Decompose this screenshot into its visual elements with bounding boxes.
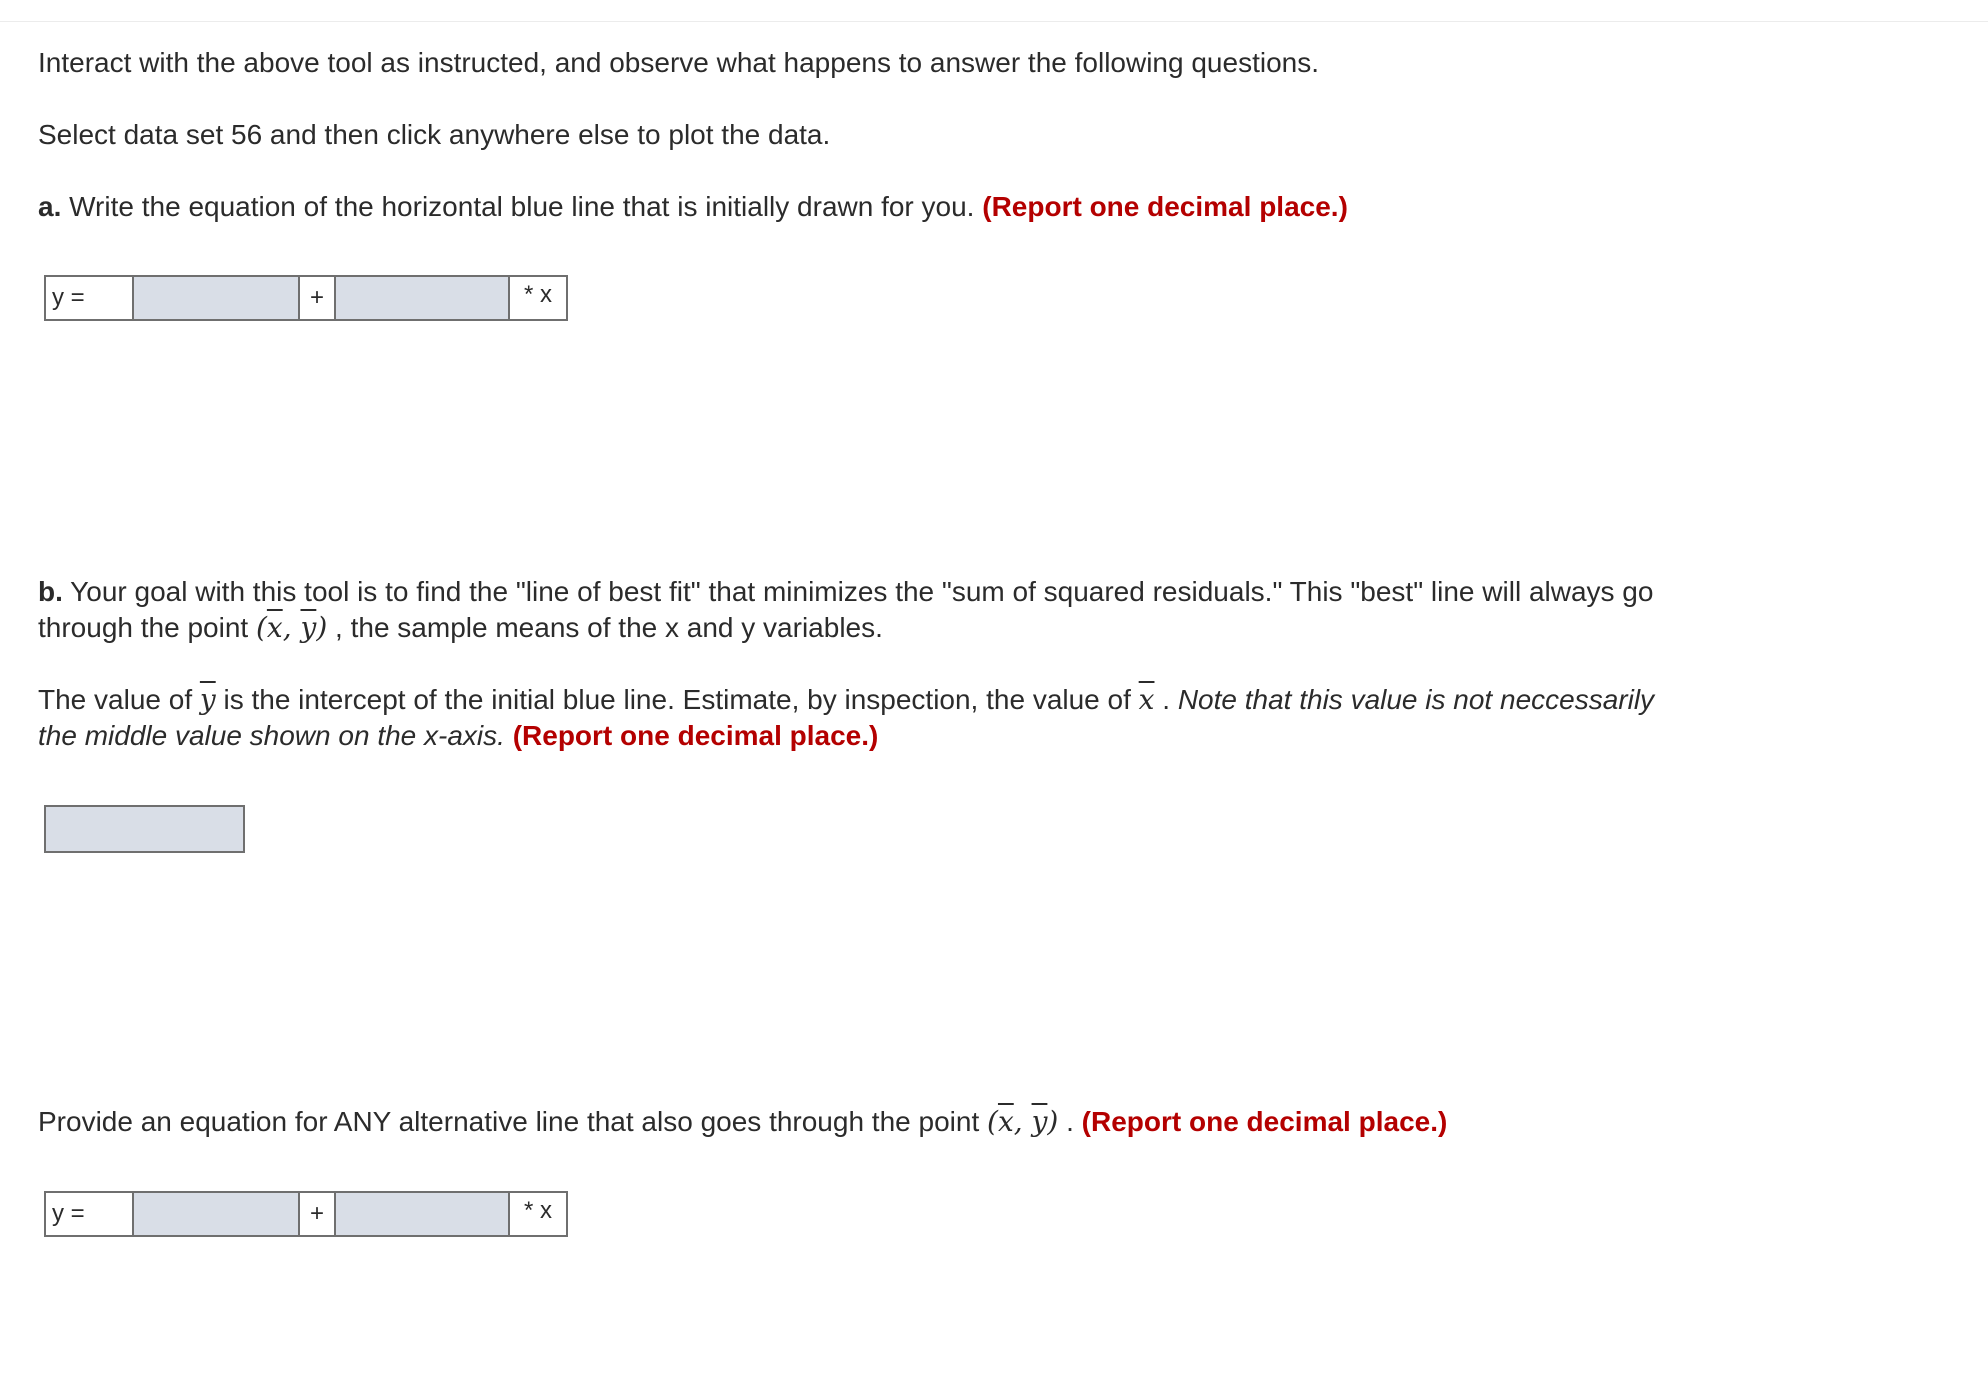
part-b-p2-line2 — [38, 718, 878, 754]
part-b-p2-mid: is the intercept of the initial blue line. Estimate, by inspection, the value of — [215, 684, 1139, 715]
equation-a-intercept-input[interactable] — [134, 277, 300, 319]
part-b-italic-note-2: the middle value shown on the x-axis. — [38, 720, 505, 751]
equation-a-slope-input[interactable] — [336, 277, 510, 319]
equation-a — [44, 275, 568, 321]
xbar-ybar-point: ($\overline{x}$, $\overline{y}$) — [255, 611, 328, 644]
equation-a-plus: + — [300, 277, 336, 319]
part-b-p2-pre: The value of — [38, 684, 200, 715]
equation-c-slope-input[interactable] — [336, 1193, 510, 1235]
part-a-text: Write the equation of the horizontal blue line that is initially drawn for you. — [61, 191, 983, 222]
part-b-line1 — [38, 574, 1653, 610]
xbar-symbol: $\overline{x}$ — [1138, 683, 1155, 716]
part-c-question — [38, 1104, 1447, 1140]
top-divider — [0, 21, 1988, 22]
equation-a-lhs: y = — [46, 277, 134, 319]
intro-text: Interact with the above tool as instructed, and observe what happens to answer the following questions. — [38, 47, 1319, 78]
part-b-line2-post: , the sample means of the x and y variables. — [327, 612, 883, 643]
equation-c-times-x: * x — [523, 1197, 552, 1224]
equation-a-times-x: * x — [523, 281, 552, 308]
part-b-note: (Report one decimal place.) — [504, 720, 879, 751]
part-a-letter: a. — [38, 191, 62, 222]
ybar-symbol: $\overline{y}$ — [199, 683, 216, 716]
equation-c — [44, 1191, 568, 1237]
part-c-text-pre: Provide an equation for ANY alternative line that also goes through the point — [38, 1106, 988, 1137]
equation-c-intercept-input[interactable] — [134, 1193, 300, 1235]
part-b-line2-pre: through the point — [38, 612, 256, 643]
xbar-input[interactable] — [44, 805, 245, 853]
xbar-ybar-point-c: ($\overline{x}$, $\overline{y}$) — [987, 1105, 1059, 1138]
part-b-line1-text: Your goal with this tool is to find the "line of best fit" that minimizes the "sum of squared residuals." This "best" line will always go — [62, 576, 1654, 607]
part-b-letter: b. — [38, 576, 63, 607]
select-instruction: Select data set 56 and then click anywhere else to plot the data. — [38, 119, 831, 150]
equation-c-plus: + — [300, 1193, 336, 1235]
part-a-question — [38, 189, 1348, 225]
part-b-line2 — [38, 610, 883, 646]
part-c-text-post: . — [1058, 1106, 1082, 1137]
part-b-p2-line1 — [38, 682, 1654, 718]
part-c-note: (Report one decimal place.) — [1081, 1106, 1448, 1137]
part-b-p2-dot: . — [1154, 684, 1178, 715]
part-b-italic-note: Note that this value is not neccessarily — [1177, 684, 1655, 715]
part-a-note: (Report one decimal place.) — [982, 191, 1348, 222]
equation-c-lhs: y = — [46, 1193, 134, 1235]
